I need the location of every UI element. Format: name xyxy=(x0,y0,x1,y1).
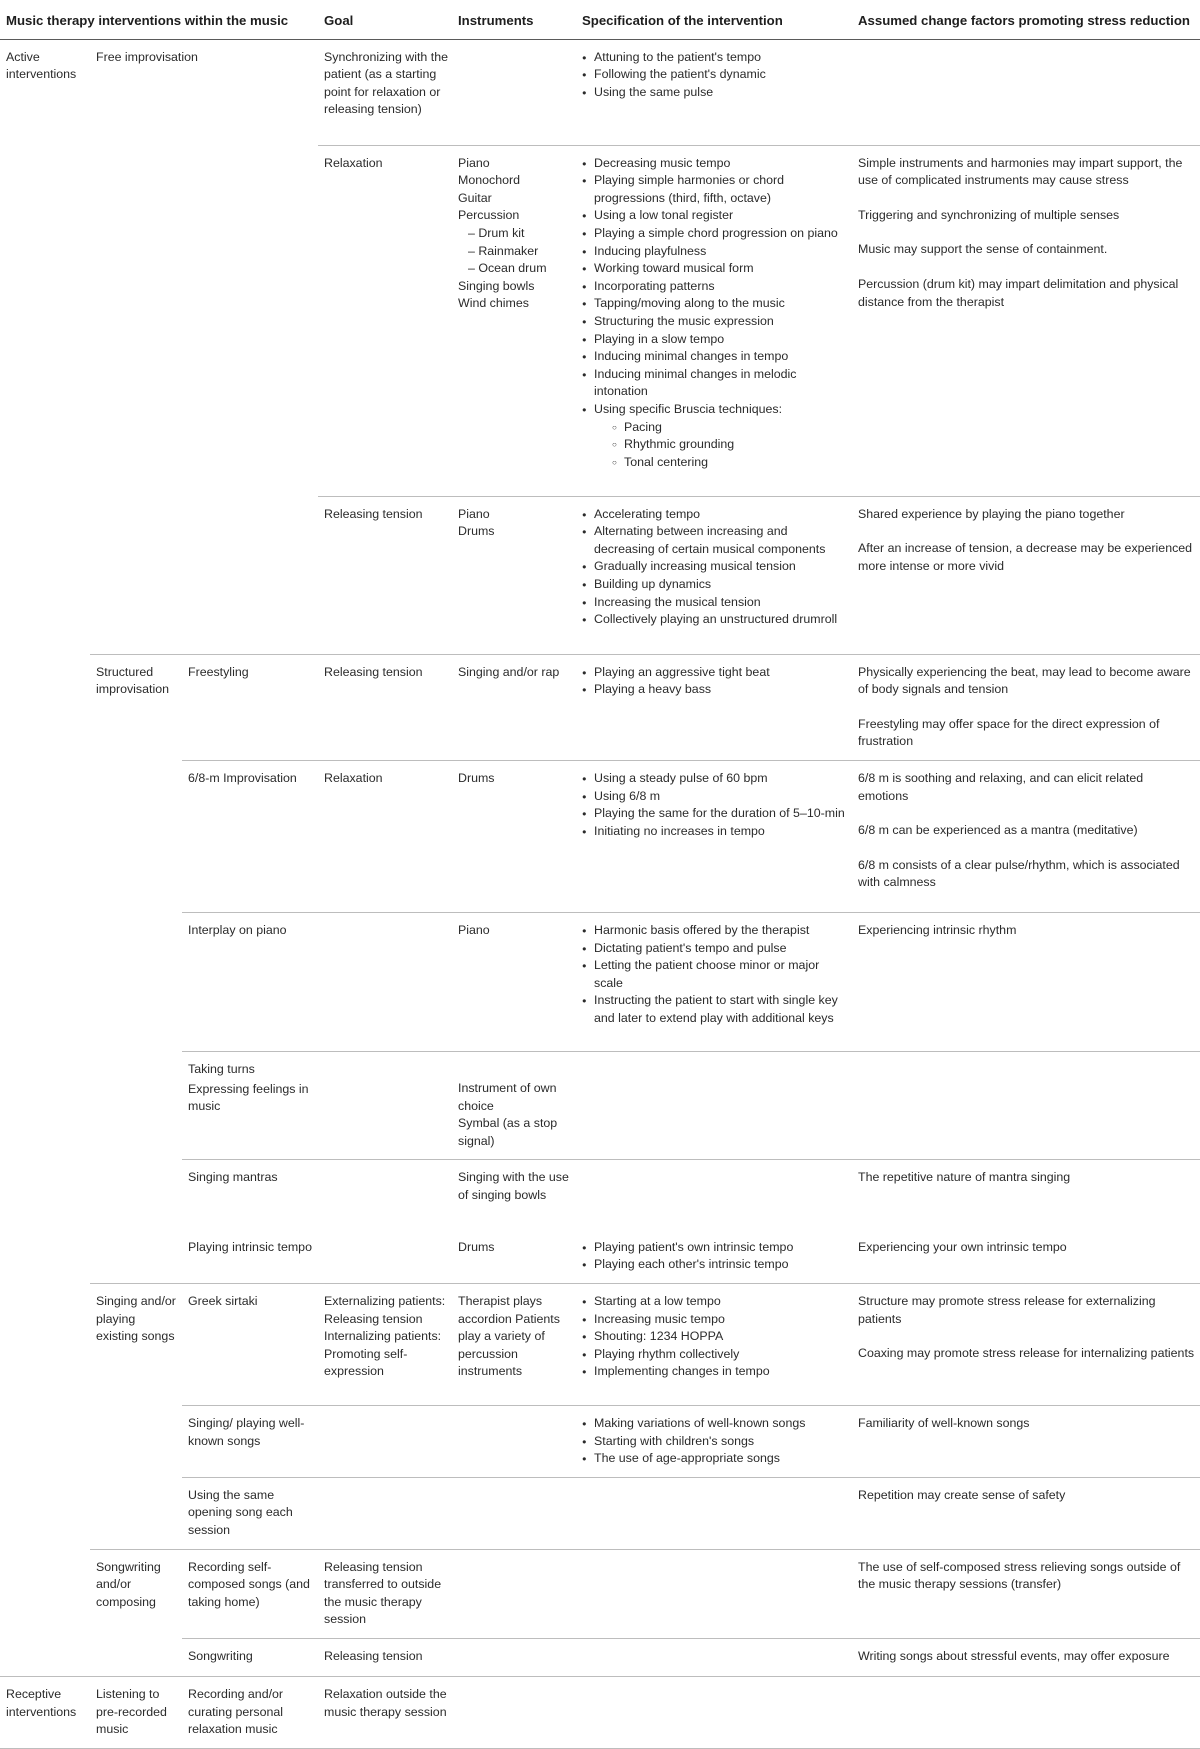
spec-item-text: Using specific Bruscia techniques: xyxy=(594,401,783,416)
spec-cell xyxy=(576,1051,852,1159)
factor-item: 6/8 m can be experienced as a mantra (meditative) xyxy=(858,823,1138,838)
table-row xyxy=(0,39,1200,145)
factor-list xyxy=(858,770,1196,892)
spec-item: ● Inducing minimal changes in tempo xyxy=(582,348,848,366)
table-row xyxy=(0,1549,1200,1638)
factor-item: Coaxing may promote stress release for internalizing patients xyxy=(858,1346,1195,1361)
header-row xyxy=(0,0,1200,39)
spec-item: ● Inducing minimal changes in melodic intonation xyxy=(582,366,848,401)
instrument-item: – Ocean drum xyxy=(468,261,547,276)
spec-list xyxy=(582,49,848,102)
subcategory-cell: Listening to pre-recorded music xyxy=(90,1676,182,1748)
spec-item: ● Shouting: 1234 HOPPA xyxy=(582,1328,848,1346)
spec-list xyxy=(582,664,848,699)
spec-cell xyxy=(576,39,852,145)
spec-list xyxy=(582,1239,848,1274)
spec-item: ● Tapping/moving along to the music xyxy=(582,295,848,313)
spec-list xyxy=(582,922,848,1028)
spec-cell xyxy=(576,654,852,760)
intervention-cell: Singing mantras xyxy=(182,1160,318,1230)
instruments-cell xyxy=(452,1406,576,1478)
header-specification: Specification of the intervention xyxy=(576,0,852,39)
intervention-cell: Using the same opening song each session xyxy=(182,1477,318,1549)
factor-item: Freestyling may offer space for the direct expression of frustration xyxy=(858,716,1160,749)
bruscia-list xyxy=(594,419,848,472)
spec-item: ● Using 6/8 m xyxy=(582,788,848,806)
spacer xyxy=(458,1061,572,1080)
factor-item: Physically experiencing the beat, may lead to become aware of body signals and tension xyxy=(858,664,1191,697)
factor-item: Structure may promote stress release for externalizing patients xyxy=(858,1294,1156,1326)
goal-cell: Releasing tension xyxy=(318,1638,452,1676)
factor-item: After an increase of tension, a decrease may be experienced more intense or more vivid xyxy=(858,541,1193,573)
spec-item: ● Decreasing music tempo xyxy=(582,155,848,173)
spec-item: ● Collectively playing an unstructured drumroll xyxy=(582,611,848,629)
spec-item: ● Attuning to the patient's tempo xyxy=(582,49,848,67)
intervention-cell: Recording self-composed songs (and taking home) xyxy=(182,1549,318,1638)
intervention-cell xyxy=(182,1051,318,1159)
instruments-cell: Singing with the use of singing bowls xyxy=(452,1160,576,1230)
factor-list xyxy=(858,506,1196,576)
intervention-cell: 6/8-m Improvisation xyxy=(182,760,318,912)
intervention-cell: Freestyling xyxy=(182,654,318,760)
instrument-item: Singing bowls xyxy=(458,278,535,293)
category-cell: Receptive interventions xyxy=(0,1676,90,1748)
goal-cell xyxy=(318,912,452,1051)
spec-item: ● Structuring the music expression xyxy=(582,313,848,331)
spec-cell xyxy=(576,1676,852,1748)
instruments-cell: Therapist plays accordion Patients play a variety of percussion instruments xyxy=(452,1284,576,1406)
header-goal: Goal xyxy=(318,0,452,39)
spec-item: ● Accelerating tempo xyxy=(582,506,848,524)
spec-item: ● Harmonic basis offered by the therapist xyxy=(582,922,848,940)
intervention-cell: Recording and/or curating personal relaxation music xyxy=(182,1676,318,1748)
intervention-cell: Greek sirtaki xyxy=(182,1284,318,1406)
spec-list xyxy=(582,1415,848,1468)
table-row xyxy=(0,654,1200,760)
spec-item: ● Implementing changes in tempo xyxy=(582,1363,848,1381)
instrument-item: Wind chimes xyxy=(458,296,529,311)
spec-item: ● Increasing the musical tension xyxy=(582,594,848,612)
spec-list xyxy=(582,770,848,840)
bruscia-item: ○ Rhythmic grounding xyxy=(612,436,848,454)
factors-cell xyxy=(852,1051,1200,1159)
spec-cell xyxy=(576,912,852,1051)
spec-item: ● Building up dynamics xyxy=(582,576,848,594)
subcategory-cell: Songwriting and/or composing xyxy=(90,1549,182,1676)
goal-cell: Relaxation xyxy=(318,760,452,912)
instruments-cell: Drums xyxy=(458,1239,495,1254)
goal-cell: Releasing tension xyxy=(318,654,452,760)
instrument-item: Guitar xyxy=(458,190,492,205)
goal-cell: Relaxation outside the music therapy session xyxy=(318,1676,452,1748)
table-row xyxy=(0,1676,1200,1748)
intervention-cell: Songwriting xyxy=(182,1638,318,1676)
spec-cell xyxy=(576,1638,852,1676)
instruments-cell: Piano xyxy=(452,912,576,1051)
spec-item: ● Playing in a slow tempo xyxy=(582,331,848,349)
instruments-cell xyxy=(452,1051,576,1159)
spec-item: ● Letting the patient choose minor or major scale xyxy=(582,957,848,992)
spec-item: ● Playing rhythm collectively xyxy=(582,1346,848,1364)
intervention-cell: Playing intrinsic tempo xyxy=(188,1239,312,1254)
instrument-item: Drums xyxy=(458,524,495,539)
instruments-cell: Drums xyxy=(452,760,576,912)
spec-item: ● Starting at a low tempo xyxy=(582,1293,848,1311)
spec-item: ● Playing an aggressive tight beat xyxy=(582,664,848,682)
spec-item: ● Using a steady pulse of 60 bpm xyxy=(582,770,848,788)
instrument-item: – Drum kit xyxy=(468,225,525,240)
factors-cell: Repetition may create sense of safety xyxy=(852,1477,1200,1549)
goal-cell: Relaxation xyxy=(318,145,452,496)
factors-cell xyxy=(852,760,1200,912)
spec-item: ● Working toward musical form xyxy=(582,260,848,278)
spec-item: ● Playing simple harmonies or chord progressions (third, fifth, octave) xyxy=(582,172,848,207)
bruscia-item: ○ Pacing xyxy=(612,419,848,437)
factors-cell xyxy=(852,496,1200,654)
factors-cell: Experiencing intrinsic rhythm xyxy=(852,912,1200,1051)
spec-list xyxy=(582,155,848,472)
spec-cell xyxy=(576,1230,852,1284)
spec-item: ● Starting with children's songs xyxy=(582,1433,848,1451)
spec-cell xyxy=(576,1160,852,1230)
subcategory-cell: Free improvisation xyxy=(96,49,198,64)
factors-cell: Familiarity of well-known songs xyxy=(852,1406,1200,1478)
instrument-list xyxy=(458,155,572,313)
spec-item: ● Using a low tonal register xyxy=(582,207,848,225)
factor-item: Shared experience by playing the piano together xyxy=(858,506,1125,521)
spec-cell xyxy=(576,1284,852,1406)
instrument-item: Piano xyxy=(458,506,490,521)
spec-cell xyxy=(576,760,852,912)
instrument-item: – Rainmaker xyxy=(468,243,539,258)
goal-cell: Externalizing patients: Releasing tension Internalizing patients: Promoting self-expression xyxy=(318,1284,452,1406)
instrument-item: Percussion xyxy=(458,208,520,223)
spec-item: ● Increasing music tempo xyxy=(582,1311,848,1329)
subcategory-cell: Structured improvisation xyxy=(90,654,182,1283)
instruments-cell xyxy=(452,1549,576,1638)
subcategory-cell: Singing and/or playing existing songs xyxy=(90,1284,182,1550)
spec-item: ● Playing patient's own intrinsic tempo xyxy=(582,1239,848,1257)
instruments-cell: Singing and/or rap xyxy=(452,654,576,760)
instruments-cell xyxy=(452,145,576,496)
spec-item: ● Playing a heavy bass xyxy=(582,681,848,699)
instruments-cell xyxy=(452,1638,576,1676)
factor-item: 6/8 m consists of a clear pulse/rhythm, which is associated with calmness xyxy=(858,857,1180,890)
spec-cell xyxy=(576,496,852,654)
factors-cell: Writing songs about stressful events, may offer exposure xyxy=(852,1638,1200,1676)
category-cell: Active interventions xyxy=(6,49,77,82)
instrument-item: Monochord xyxy=(458,173,520,188)
factor-list xyxy=(858,1293,1196,1363)
spec-item: ● Initiating no increases in tempo xyxy=(582,823,848,841)
intervention-title: Taking turns xyxy=(188,1061,255,1076)
intervention-subtitle: Expressing feelings in music xyxy=(188,1081,309,1114)
bruscia-item: ○ Tonal centering xyxy=(612,454,848,472)
goal-cell: Synchronizing with the patient (as a starting point for relaxation or releasing tension) xyxy=(324,49,448,117)
goal-cell xyxy=(318,1477,452,1549)
spec-item: ● Incorporating patterns xyxy=(582,278,848,296)
factors-cell xyxy=(852,39,1200,145)
instrument-list xyxy=(458,506,572,541)
table-row xyxy=(0,1284,1200,1406)
factor-item: Triggering and synchronizing of multiple senses xyxy=(858,207,1120,222)
instruments-cell xyxy=(452,39,576,145)
spec-list xyxy=(582,1293,848,1381)
instrument-item: Symbal (as a stop signal) xyxy=(458,1116,558,1148)
instrument-item: Instrument of own choice xyxy=(458,1080,557,1113)
spec-item: ● Alternating between increasing and decreasing of certain musical components xyxy=(582,523,848,558)
factors-cell xyxy=(852,145,1200,496)
factor-item: Music may support the sense of containment. xyxy=(858,242,1108,257)
factor-item: Percussion (drum kit) may impart delimitation and physical distance from the therapist xyxy=(858,276,1179,309)
spec-item: ● The use of age-appropriate songs xyxy=(582,1450,848,1468)
instrument-item: Piano xyxy=(458,155,490,170)
intervention-cell: Interplay on piano xyxy=(182,912,318,1051)
spec-item: ● Following the patient's dynamic xyxy=(582,66,848,84)
goal-cell xyxy=(318,1051,452,1159)
spec-cell xyxy=(576,1406,852,1478)
instrument-list xyxy=(458,1080,572,1150)
header-factors: Assumed change factors promoting stress reduction xyxy=(852,0,1200,39)
factors-cell xyxy=(852,1676,1200,1748)
factors-cell xyxy=(852,654,1200,760)
factor-list xyxy=(858,664,1196,751)
spec-item: ● Dictating patient's tempo and pulse xyxy=(582,940,848,958)
instruments-cell xyxy=(452,496,576,654)
instruments-cell xyxy=(452,1676,576,1748)
spec-item: ● Gradually increasing musical tension xyxy=(582,558,848,576)
factor-list xyxy=(858,155,1196,312)
factors-cell: Experiencing your own intrinsic tempo xyxy=(858,1239,1067,1254)
spec-item: ● Playing a simple chord progression on piano xyxy=(582,225,848,243)
goal-cell: Releasing tension xyxy=(318,496,452,654)
spec-cell xyxy=(576,1477,852,1549)
goal-cell xyxy=(318,1160,452,1230)
spec-item: ● Using the same pulse xyxy=(582,84,848,102)
header-instruments: Instruments xyxy=(452,0,576,39)
goal-cell xyxy=(318,1406,452,1478)
factors-cell: The use of self-composed stress relieving songs outside of the music therapy sessions (transfer) xyxy=(852,1549,1200,1638)
spec-item: ● Inducing playfulness xyxy=(582,243,848,261)
factors-cell: The repetitive nature of mantra singing xyxy=(852,1160,1200,1230)
spec-cell xyxy=(576,1549,852,1638)
spec-item: ● Instructing the patient to start with single key and later to extend play with additional keys xyxy=(582,992,848,1027)
goal-cell: Releasing tension transferred to outside the music therapy session xyxy=(318,1549,452,1638)
instruments-cell xyxy=(452,1477,576,1549)
spec-item xyxy=(582,401,848,471)
spec-cell xyxy=(576,145,852,496)
factor-item: Simple instruments and harmonies may impart support, the use of complicated instruments may cause stress xyxy=(858,155,1183,188)
factors-cell xyxy=(852,1284,1200,1406)
factor-item: 6/8 m is soothing and relaxing, and can elicit related emotions xyxy=(858,770,1144,803)
intervention-cell: Singing/ playing well-known songs xyxy=(182,1406,318,1478)
header-interventions: Music therapy interventions within the music xyxy=(0,0,318,39)
spec-list xyxy=(582,506,848,629)
spec-item: ● Playing each other's intrinsic tempo xyxy=(582,1256,848,1274)
goal-cell xyxy=(318,1230,452,1284)
spec-item: ● Making variations of well-known songs xyxy=(582,1415,848,1433)
spec-item: ● Playing the same for the duration of 5–10-min xyxy=(582,805,848,823)
